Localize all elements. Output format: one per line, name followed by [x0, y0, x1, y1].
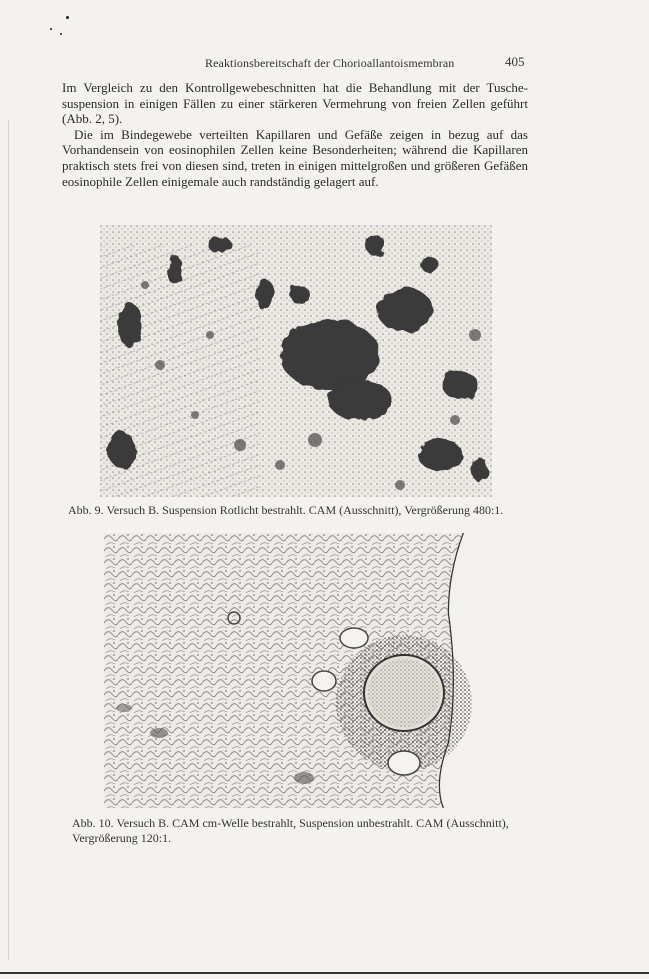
micrograph-10-image — [104, 533, 496, 808]
scan-speck — [66, 16, 69, 19]
micrograph-9-image — [100, 225, 492, 497]
scan-edge-line — [8, 120, 9, 960]
figure-9-caption: Abb. 9. Versuch B. Suspension Rotlicht bestrahlt. CAM (Ausschnitt), Vergrößerung 480:1. — [68, 503, 504, 517]
body-text — [62, 80, 528, 189]
figure-10-caption: Abb. 10. Versuch B. CAM cm-Welle bestrahlt, Suspension unbestrahlt. CAM (Ausschnitt), Vergrößerung 120:1. — [72, 816, 509, 845]
figure-10-micrograph — [104, 533, 496, 808]
paragraph: Die im Bindegewebe verteilten Kapillaren und Gefäße zeigen in bezug auf das Vorhandensein von eosinophilen Zellen keine Besonderheiten; während die Kapillaren praktisch stets frei von diesen sind, treten in einigen mittelgroßen und größeren Gefäßen eosinophile Zellen einigemale auch randständig gelagert auf. — [62, 126, 528, 189]
paragraph: Im Vergleich zu den Kontrollgewebeschnitten hat die Behandlung mit der Tuschesuspension in einigen Fällen zu einer stärkeren Vermehrung von freien Zellen geführt (Abb. 2, 5). — [62, 80, 528, 127]
running-title: Reaktionsbereitschaft der Chorioallantoismembran — [205, 56, 455, 70]
scan-bottom-line — [0, 972, 649, 974]
page-number: 405 — [505, 54, 525, 69]
scan-speck — [60, 33, 62, 35]
figure-9-micrograph — [100, 225, 492, 497]
scan-speck — [50, 28, 52, 30]
